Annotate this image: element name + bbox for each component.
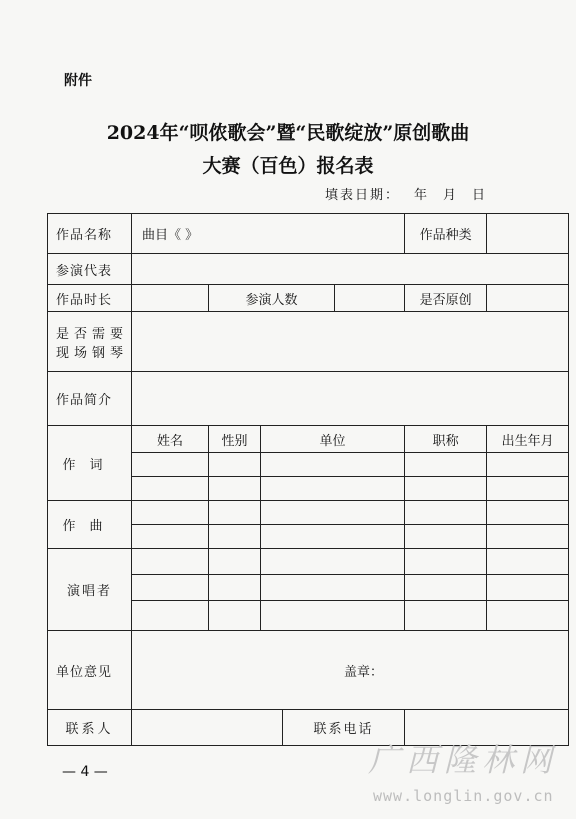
registration-form-table xyxy=(47,213,569,746)
col-unit-header: 单位 xyxy=(261,426,405,453)
representative-label: 参演代表 xyxy=(48,254,132,285)
piano-label-line1: 是否需要 xyxy=(56,326,129,342)
unit-opinion-field[interactable] xyxy=(132,631,569,710)
table-cell[interactable] xyxy=(261,453,405,477)
phone-label: 联系电话 xyxy=(283,710,405,746)
table-cell[interactable] xyxy=(209,549,261,575)
piano-field[interactable] xyxy=(132,312,569,372)
table-cell[interactable] xyxy=(405,501,487,525)
table-cell[interactable] xyxy=(487,601,569,631)
table-cell[interactable] xyxy=(132,501,209,525)
original-label: 是否原创 xyxy=(405,285,487,312)
work-name-label: 作品名称 xyxy=(48,214,132,254)
duration-field[interactable] xyxy=(132,285,209,312)
table-cell[interactable] xyxy=(261,525,405,549)
table-cell[interactable] xyxy=(209,477,261,501)
table-cell[interactable] xyxy=(405,477,487,501)
table-cell[interactable] xyxy=(487,525,569,549)
table-cell[interactable] xyxy=(132,549,209,575)
form-title-line2: 大赛（百色）报名表 xyxy=(202,155,374,177)
performers-count-label: 参演人数 xyxy=(209,285,335,312)
table-cell[interactable] xyxy=(487,453,569,477)
table-cell[interactable] xyxy=(209,453,261,477)
table-cell[interactable] xyxy=(261,575,405,601)
table-cell[interactable] xyxy=(132,525,209,549)
page-number: — 4 — xyxy=(62,764,108,780)
table-cell[interactable] xyxy=(209,525,261,549)
contact-label: 联系人 xyxy=(48,710,132,746)
site-watermark-url: www.longlin.gov.cn xyxy=(373,787,554,805)
seal-label: 盖章： xyxy=(344,664,384,680)
table-cell[interactable] xyxy=(487,549,569,575)
table-cell[interactable] xyxy=(132,575,209,601)
lyricist-label: 作词 xyxy=(48,426,132,501)
table-cell[interactable] xyxy=(487,477,569,501)
table-cell[interactable] xyxy=(405,575,487,601)
col-title-header: 职称 xyxy=(405,426,487,453)
fill-date-line xyxy=(325,184,487,203)
original-field[interactable] xyxy=(487,285,569,312)
singer-label: 演唱者 xyxy=(48,549,132,631)
fill-date-label: 填表日期： xyxy=(325,188,401,203)
attachment-label: 附件 xyxy=(64,73,92,89)
work-type-label: 作品种类 xyxy=(405,214,487,254)
col-birth-header: 出生年月 xyxy=(487,426,569,453)
table-cell[interactable] xyxy=(132,601,209,631)
performers-count-field[interactable] xyxy=(335,285,405,312)
table-cell[interactable] xyxy=(487,575,569,601)
table-cell[interactable] xyxy=(261,477,405,501)
col-gender-header: 性别 xyxy=(209,426,261,453)
table-cell[interactable] xyxy=(132,453,209,477)
table-cell[interactable] xyxy=(405,525,487,549)
intro-label: 作品简介 xyxy=(48,372,132,426)
table-cell[interactable] xyxy=(209,601,261,631)
unit-opinion-label: 单位意见 xyxy=(48,631,132,710)
table-cell[interactable] xyxy=(209,575,261,601)
year-label: 年 xyxy=(414,188,430,203)
piano-label xyxy=(48,312,132,372)
table-cell[interactable] xyxy=(405,453,487,477)
composer-label: 作曲 xyxy=(48,501,132,549)
table-cell[interactable] xyxy=(209,501,261,525)
site-watermark-logo: 广西隆林网 xyxy=(368,741,559,779)
representative-field[interactable] xyxy=(132,254,569,285)
month-label: 月 xyxy=(443,188,459,203)
work-name-field[interactable]: 曲目《 》 xyxy=(132,214,405,254)
duration-label: 作品时长 xyxy=(48,285,132,312)
table-cell[interactable] xyxy=(405,549,487,575)
table-cell[interactable] xyxy=(261,601,405,631)
table-cell[interactable] xyxy=(261,501,405,525)
piano-label-line2: 现场钢琴 xyxy=(56,345,129,361)
work-type-field[interactable] xyxy=(487,214,569,254)
table-cell[interactable] xyxy=(261,549,405,575)
col-name-header: 姓名 xyxy=(132,426,209,453)
table-cell[interactable] xyxy=(487,501,569,525)
contact-field[interactable] xyxy=(132,710,283,746)
form-title-line1: 2024年“呗侬歌会”暨“民歌绽放”原创歌曲 xyxy=(106,122,470,144)
table-cell[interactable] xyxy=(405,601,487,631)
day-label: 日 xyxy=(472,188,488,203)
table-cell[interactable] xyxy=(132,477,209,501)
intro-field[interactable] xyxy=(132,372,569,426)
